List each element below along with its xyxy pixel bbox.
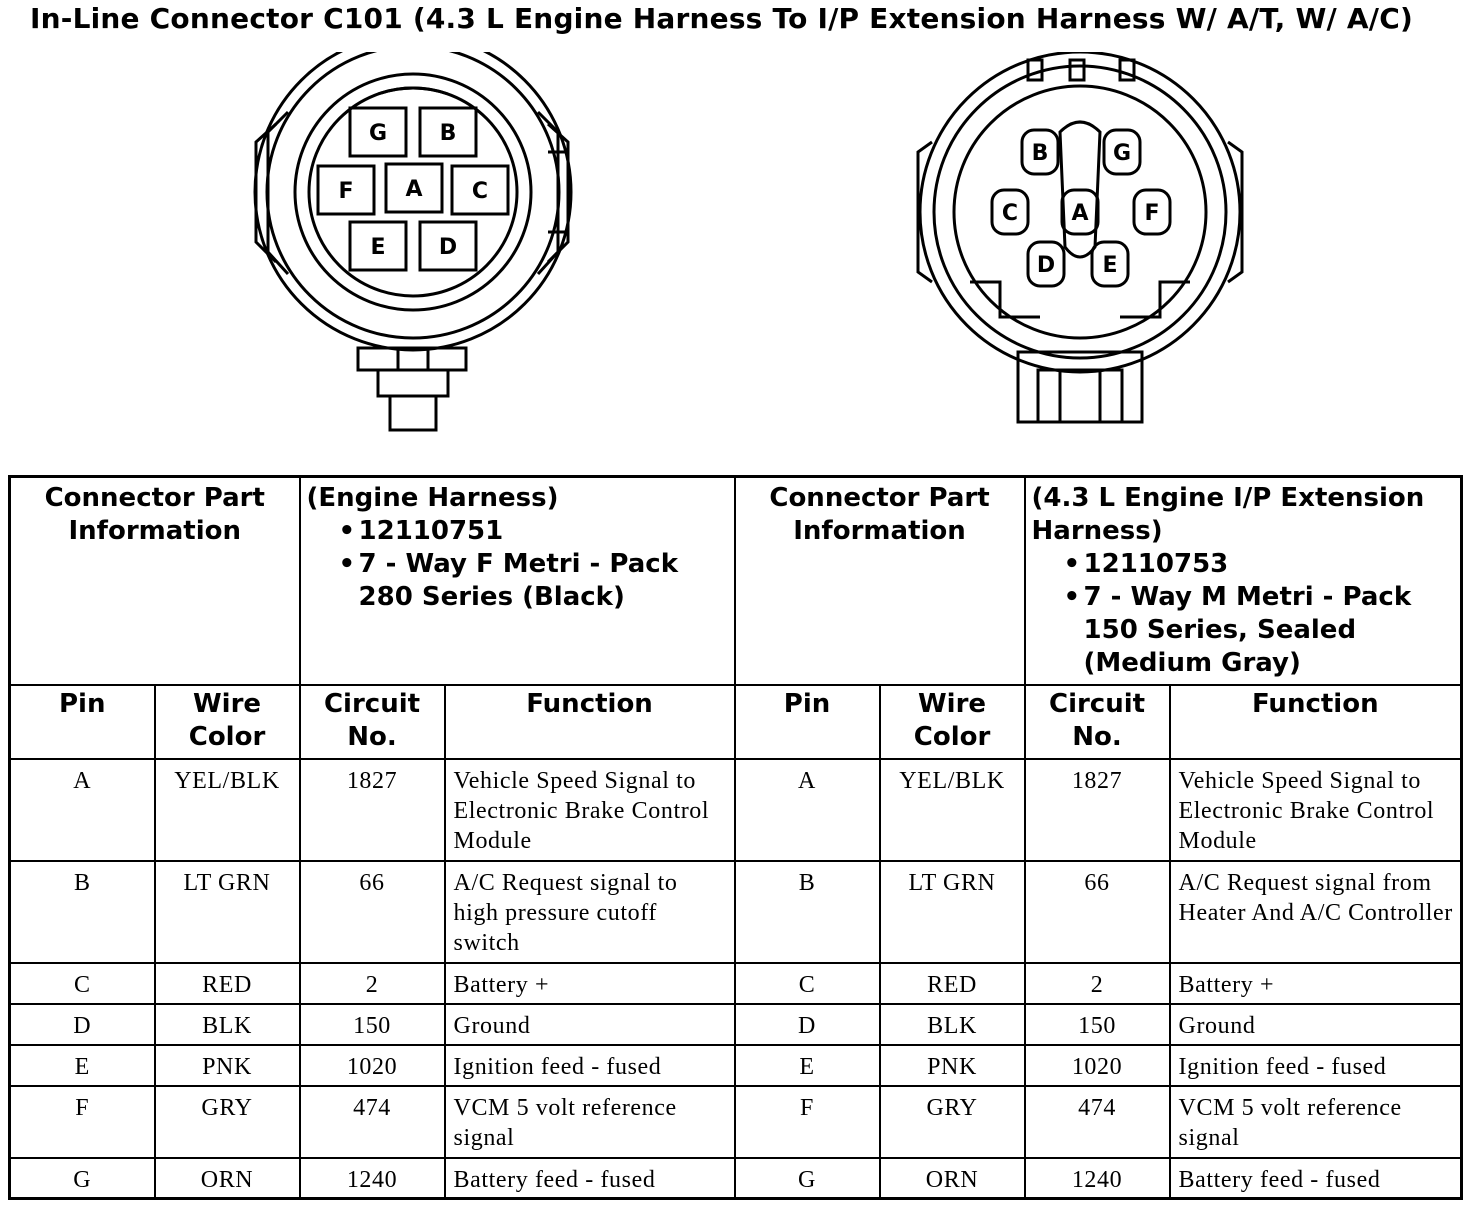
- table-row: [10, 759, 1462, 861]
- pin-cell: B: [735, 861, 880, 963]
- pin-cell: C: [735, 963, 880, 1004]
- pin-cell: G: [10, 1158, 155, 1199]
- col-header-pin: Pin: [735, 685, 880, 759]
- connector-diagram-engine-harness: [248, 52, 588, 437]
- function-cell: Battery +: [1170, 963, 1462, 1004]
- table-row: [10, 1004, 1462, 1045]
- circuit-cell: 2: [300, 963, 445, 1004]
- pin-label: A: [1071, 201, 1089, 226]
- col-header-function: Function: [1170, 685, 1462, 759]
- engine-part-number: • 12110751: [339, 515, 730, 548]
- function-cell: A/C Request signal to high pressure cutoff switch: [445, 861, 735, 963]
- pin-cavity: [1062, 190, 1098, 234]
- function-cell: VCM 5 volt reference signal: [445, 1086, 735, 1158]
- col-header-function: Function: [445, 685, 735, 759]
- table-row: [10, 861, 1462, 963]
- pin-cell: F: [10, 1086, 155, 1158]
- pin-cell: F: [735, 1086, 880, 1158]
- pin-cavity: [1028, 242, 1064, 286]
- pin-cavity: [350, 108, 406, 156]
- extension-harness-info: [1025, 477, 1462, 685]
- pin-cell: D: [10, 1004, 155, 1045]
- column-header-row: [10, 685, 1462, 759]
- pin-label: C: [1001, 201, 1019, 226]
- function-cell: Vehicle Speed Signal to Electronic Brake Control Module: [1170, 759, 1462, 861]
- function-cell: Ground: [1170, 1004, 1462, 1045]
- wire-color-cell: RED: [880, 963, 1025, 1004]
- circuit-cell: 1240: [1025, 1158, 1170, 1199]
- circuit-cell: 150: [300, 1004, 445, 1045]
- circuit-cell: 150: [1025, 1004, 1170, 1045]
- wire-color-cell: ORN: [880, 1158, 1025, 1199]
- circuit-cell: 2: [1025, 963, 1170, 1004]
- circuit-cell: 474: [300, 1086, 445, 1158]
- pin-cavity: [318, 166, 374, 214]
- pin-cell: E: [735, 1045, 880, 1086]
- pin-cell: A: [735, 759, 880, 861]
- wire-color-cell: BLK: [880, 1004, 1025, 1045]
- circuit-cell: 1827: [1025, 759, 1170, 861]
- pin-cavity: [386, 164, 442, 212]
- connector-info-row: [10, 477, 1462, 685]
- page-title: In-Line Connector C101 (4.3 L Engine Harness To I/P Extension Harness W/ A/T, W/ A/C): [30, 2, 1413, 35]
- circuit-cell: 474: [1025, 1086, 1170, 1158]
- pin-label: F: [338, 179, 354, 204]
- circuit-cell: 1020: [1025, 1045, 1170, 1086]
- pin-label: B: [1031, 141, 1049, 166]
- extension-harness-lead: (4.3 L Engine I/P Extension Harness): [1031, 483, 1425, 546]
- pin-cavity: [992, 190, 1028, 234]
- function-cell: Battery feed - fused: [1170, 1158, 1462, 1199]
- wire-color-cell: GRY: [155, 1086, 300, 1158]
- table-row: [10, 1045, 1462, 1086]
- extension-part-number: • 12110753: [1064, 548, 1457, 581]
- pinout-table: [8, 475, 1463, 1200]
- table-row: [10, 1086, 1462, 1158]
- circuit-cell: 1240: [300, 1158, 445, 1199]
- pin-cell: A: [10, 759, 155, 861]
- function-cell: Ignition feed - fused: [1170, 1045, 1462, 1086]
- wire-color-cell: YEL/BLK: [880, 759, 1025, 861]
- col-header-circuit: Circuit No.: [1025, 685, 1170, 759]
- function-cell: Ground: [445, 1004, 735, 1045]
- pin-label: F: [1144, 201, 1160, 226]
- pin-cavity: [1092, 242, 1128, 286]
- circuit-cell: 66: [300, 861, 445, 963]
- pin-label: D: [438, 235, 458, 260]
- engine-harness-lead: (Engine Harness): [306, 483, 559, 513]
- wire-color-cell: GRY: [880, 1086, 1025, 1158]
- pin-cell: G: [735, 1158, 880, 1199]
- pin-cavity: [420, 222, 476, 270]
- col-header-pin: Pin: [10, 685, 155, 759]
- col-header-circuit: Circuit No.: [300, 685, 445, 759]
- function-cell: A/C Request signal from Heater And A/C Controller: [1170, 861, 1462, 963]
- pin-label: D: [1036, 253, 1056, 278]
- pin-cell: D: [735, 1004, 880, 1045]
- wire-color-cell: PNK: [155, 1045, 300, 1086]
- pin-cavity: [1022, 130, 1058, 174]
- col-header-wire-color: Wire Color: [880, 685, 1025, 759]
- function-cell: VCM 5 volt reference signal: [1170, 1086, 1462, 1158]
- function-cell: Ignition feed - fused: [445, 1045, 735, 1086]
- function-cell: Battery feed - fused: [445, 1158, 735, 1199]
- pin-cavities: [992, 130, 1170, 286]
- col-header-wire-color: Wire Color: [155, 685, 300, 759]
- function-cell: Battery +: [445, 963, 735, 1004]
- table-row: [10, 1158, 1462, 1199]
- wire-color-cell: PNK: [880, 1045, 1025, 1086]
- pin-cell: B: [10, 861, 155, 963]
- pin-cavity: [420, 108, 476, 156]
- pin-rows: [10, 759, 1462, 1199]
- wire-color-cell: YEL/BLK: [155, 759, 300, 861]
- wire-color-cell: LT GRN: [155, 861, 300, 963]
- pin-label: C: [471, 179, 489, 204]
- pin-label: E: [1102, 253, 1118, 278]
- circuit-cell: 1020: [300, 1045, 445, 1086]
- extension-connector-type: • 7 - Way M Metri - Pack 150 Series, Sealed (Medium Gray): [1064, 581, 1457, 680]
- pin-label: A: [405, 177, 423, 202]
- pin-label: E: [370, 235, 386, 260]
- pin-label: G: [368, 121, 388, 146]
- connector-part-info-label: Connector Part Information: [10, 477, 300, 685]
- pin-cavity: [1104, 130, 1140, 174]
- function-cell: Vehicle Speed Signal to Electronic Brake Control Module: [445, 759, 735, 861]
- pin-cell: C: [10, 963, 155, 1004]
- wire-color-cell: RED: [155, 963, 300, 1004]
- pin-cavities: [318, 108, 508, 270]
- table-row: [10, 963, 1462, 1004]
- pin-cell: E: [10, 1045, 155, 1086]
- engine-connector-type: • 7 - Way F Metri - Pack 280 Series (Black): [339, 548, 730, 614]
- circuit-cell: 66: [1025, 861, 1170, 963]
- pin-cavity: [452, 166, 508, 214]
- circuit-cell: 1827: [300, 759, 445, 861]
- engine-harness-info: [300, 477, 735, 685]
- pin-label: B: [439, 121, 457, 146]
- wire-color-cell: LT GRN: [880, 861, 1025, 963]
- connector-part-info-label: Connector Part Information: [735, 477, 1025, 685]
- pin-label: G: [1112, 141, 1132, 166]
- pin-cavity: [1134, 190, 1170, 234]
- wire-color-cell: BLK: [155, 1004, 300, 1045]
- connector-diagram-extension-harness: [910, 52, 1250, 437]
- pin-cavity: [350, 222, 406, 270]
- wire-color-cell: ORN: [155, 1158, 300, 1199]
